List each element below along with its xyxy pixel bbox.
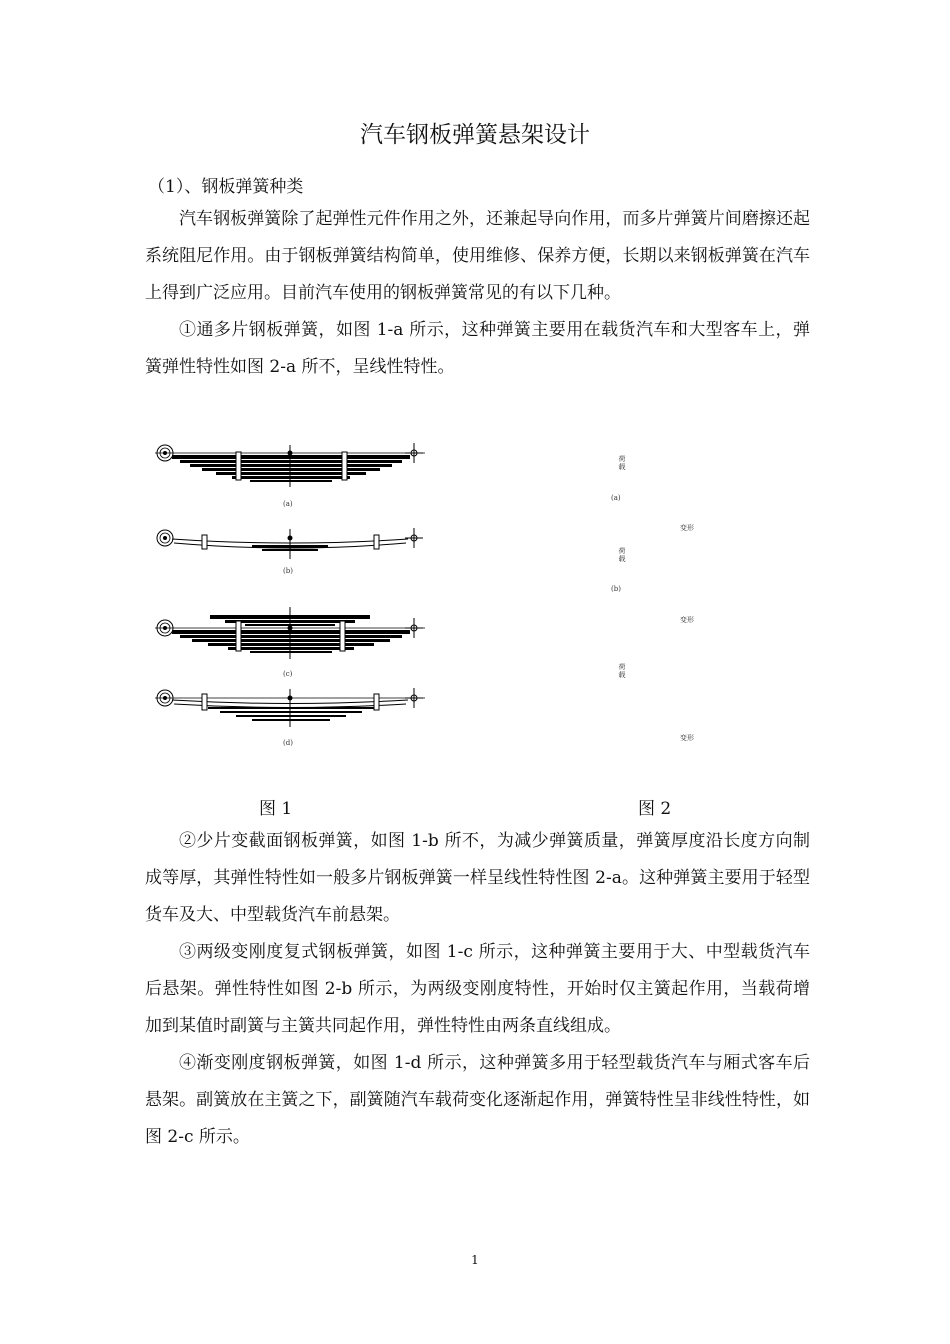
spring-drawing-c [155, 607, 425, 659]
figure-2-y-label-a: 荷载 [618, 455, 626, 471]
paragraph-type-3: ③两级变刚度复式钢板弹簧，如图 1-c 所示，这种弹簧主要用于大、中型载货汽车后悬架。弹性特性如图 2-b 所示，为两级变刚度特性，开始时仅主簧起作用，当载荷增加到某值时副簧与主簧共同起作用，弹性特性由两条直线组成。 [145, 942, 810, 1036]
figure-2-x-label-c: 变形 [680, 734, 694, 742]
page-number: 1 [471, 1253, 479, 1267]
paragraph-type-1: ①通多片钢板弹簧，如图 1-a 所示，这种弹簧主要用在载货汽车和大型客车上，弹簧弹性特性如图 2-a 所不，呈线性特性。 [145, 320, 810, 377]
spring-drawing-a [155, 443, 425, 487]
spring-drawing-b [157, 528, 423, 559]
figure-1-sublabel-a: (a) [283, 500, 293, 508]
figure-1-sublabel-c: (c) [283, 670, 293, 678]
figure-1-caption: 图 1 [259, 799, 293, 819]
figure-2-caption: 图 2 [638, 799, 672, 819]
figure-2-y-label-b: 荷载 [618, 547, 626, 563]
section-heading: （1）、钢板弹簧种类 [148, 177, 304, 197]
paragraph-intro: 汽车钢板弹簧除了起弹性元件作用之外，还兼起导向作用，而多片弹簧片间磨擦还起系统阻尼作用。由于钢板弹簧结构简单，使用维修、保养方便，长期以来钢板弹簧在汽车上得到广泛应用。目前汽车使用的钢板弹簧常见的有以下几种。 [145, 209, 810, 303]
figure-2-y-label-c: 荷载 [618, 663, 626, 679]
spring-drawing-d [155, 688, 425, 727]
page-title: 汽车钢板弹簧悬架设计 [360, 122, 590, 148]
paragraph-type-2: ②少片变截面钢板弹簧，如图 1-b 所不，为减少弹簧质量，弹簧厚度沿长度方向制成等厚，其弹性特性如一般多片钢板弹簧一样呈线性特性图 2-a。这种弹簧主要用于轻型货车及大、中型载货汽车前悬架。 [145, 831, 810, 925]
figure-2-x-label-a: 变形 [680, 524, 694, 532]
figure-2-x-label-b: 变形 [680, 616, 694, 624]
figure-2-sublabel-b: (b) [611, 585, 621, 593]
paragraph-type-4: ④渐变刚度钢板弹簧，如图 1-d 所示，这种弹簧多用于轻型载货汽车与厢式客车后悬架。副簧放在主簧之下，副簧随汽车载荷变化逐渐起作用，弹簧特性呈非线性特性，如图 2-c 所示。 [145, 1053, 810, 1147]
figure-2-sublabel-a: (a) [611, 494, 621, 502]
figure-1-sublabel-b: (b) [283, 567, 293, 575]
figure-1-sublabel-d: (d) [283, 739, 293, 747]
leaf-spring-drawings [150, 435, 440, 745]
